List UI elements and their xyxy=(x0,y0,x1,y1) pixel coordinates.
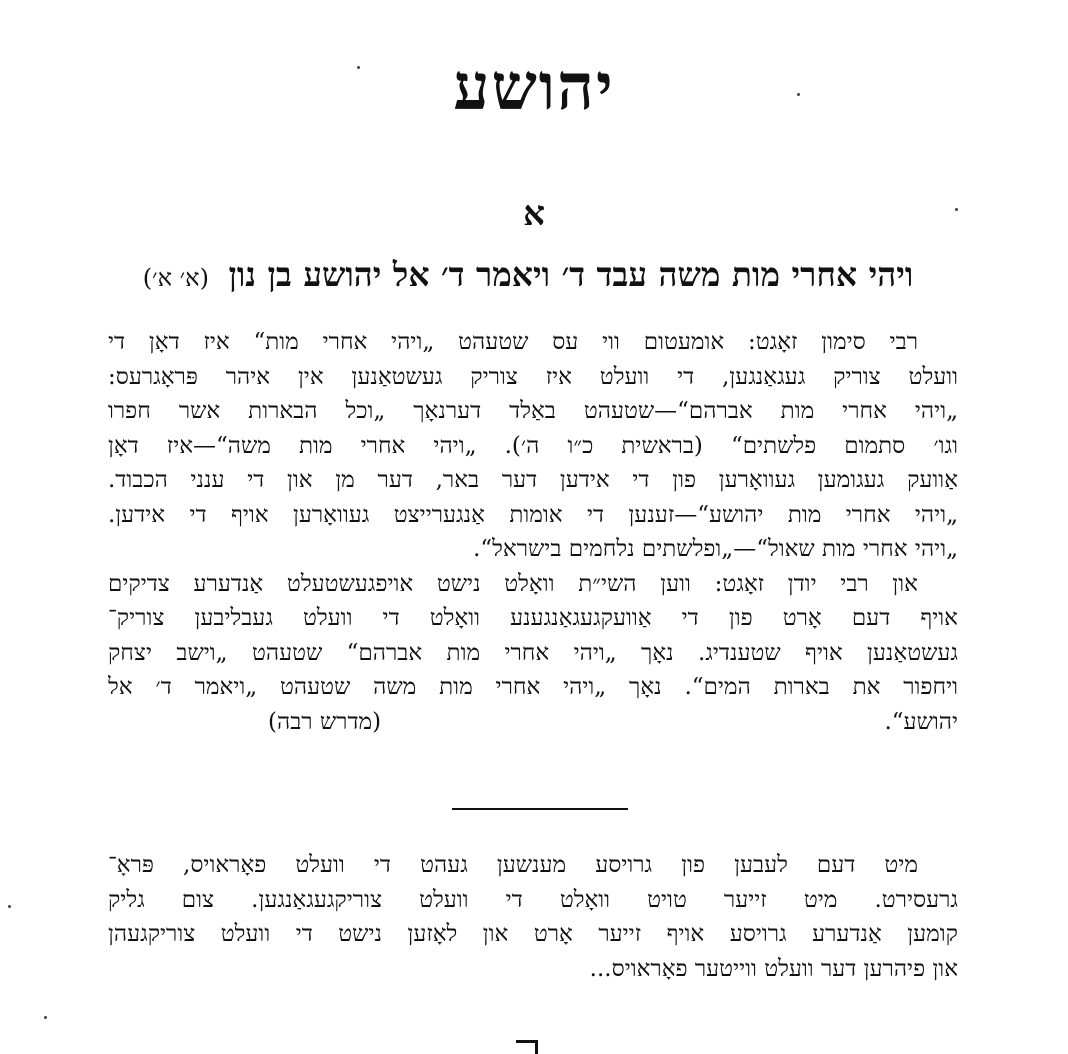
commentary-last-line xyxy=(108,705,958,740)
commentary-line: וגו׳ סתמום פלשתים“ (בראשית כ״ו ה׳). „ויהי אחרי מות משה“—איז דאָן xyxy=(108,432,958,459)
source-citation: (מדרש רבה) xyxy=(268,708,382,735)
verse-text: ויהי אחרי מות משה עבד ד׳ ויאמר ד׳ אל יהושע בן נון xyxy=(228,255,914,294)
commentary-line: „ויהי אחרי מות שאול“—„ופלשתים נלחמים בישראל“. xyxy=(473,536,958,562)
commentary-line: אַוועק געגומען געוואָרען פון די אידען דער באר, דער מן און די ענני הכבוד. xyxy=(108,467,958,493)
chapter-heading: א xyxy=(523,194,545,234)
commentary-line: ויחפור את בארות המים“. נאָך „ויהי אחרי מות משה שטעהט „ויאמר ד׳ אל xyxy=(108,674,958,700)
commentary-paragraph xyxy=(108,325,958,739)
scan-speck xyxy=(8,905,11,908)
commentary-line: אויף דעם אָרט פון די אַוועקגעגאַנגענע וואָלט די וועלט געבליבען צוריק־ xyxy=(108,605,958,631)
intro-line: קומען אַנדערע גרויסע אויף זייער אָרט און לאָזען נישט די וועלט צוריקגעהן xyxy=(108,921,958,947)
section-divider xyxy=(452,808,628,810)
commentary-line: „ויהי אחרי מות אברהם“—שטעהט באַלד דערנאָך „וכל הבארות אשר חפרו xyxy=(108,398,958,424)
intro-line: מיט דעם לעבען פון גרויסע מענשען געהט די וועלט פאָראויס, פּראָ־ xyxy=(108,852,918,878)
next-page-fragment xyxy=(516,1040,538,1054)
commentary-line: „ויהי אחרי מות יהושע“—זענען די אומות אַנגערייצט געוואָרען אויף די אידען. xyxy=(108,501,958,528)
commentary-line: רבי סימון זאָגט: אומעטום ווי עס שטעהט „ויהי אחרי מות“ איז דאָן די xyxy=(108,329,918,355)
intro-line: און פיהרען דער וועלט ווייטער פאָראויס... xyxy=(589,955,958,982)
intro-paragraph xyxy=(108,848,958,986)
scan-speck xyxy=(797,93,800,96)
verse-reference: (א׳ א׳) xyxy=(142,264,209,292)
verse-heading xyxy=(98,250,958,303)
intro-line: גרעסירט. מיט זייער טויט וואָלט די וועלט צוריקגעגאַנגען. צום גליק xyxy=(108,886,958,913)
commentary-line: יהושע“. xyxy=(884,708,958,735)
scan-speck xyxy=(955,208,958,211)
commentary-line: וועלט צוריק געגאַנגען, די וועלט איז צוריק געשטאַנען אין איהר פּראָגרעס: xyxy=(108,363,958,390)
commentary-line: געשטאַנען אויף שטענדיג. נאָך „ויהי אחרי מות אברהם“ שטעהט „וישב יצחק xyxy=(108,639,958,666)
commentary-line: און רבי יודן זאָגט: ווען השי״ת וואָלט נישט אויפגעשטעלט אַנדערע צדיקים xyxy=(108,570,918,597)
scan-speck xyxy=(44,1016,47,1019)
scan-speck xyxy=(357,66,360,69)
page-title: יהושע xyxy=(453,50,615,125)
